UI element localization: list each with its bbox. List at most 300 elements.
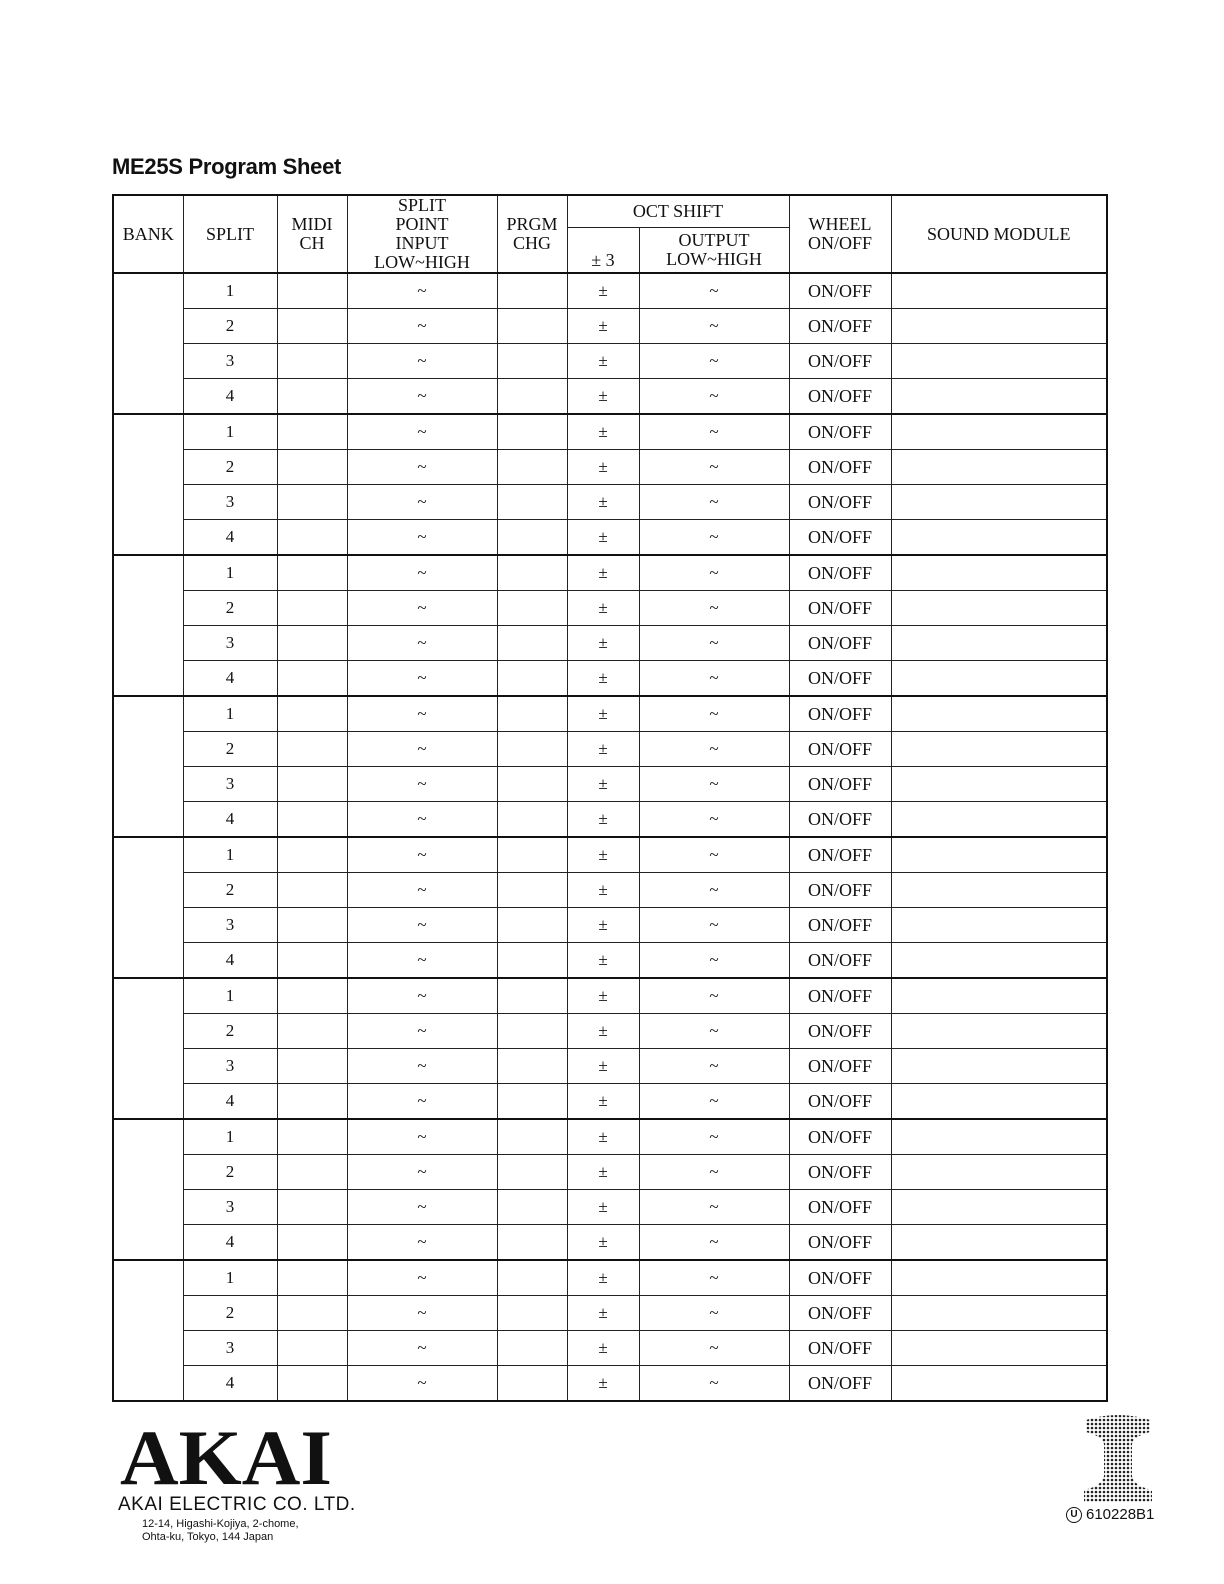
midi-ch-cell[interactable] [277, 626, 347, 661]
oct-shift-cell[interactable]: ± [567, 802, 639, 838]
output-range-cell[interactable]: ~ [639, 591, 789, 626]
wheel-onoff-cell[interactable]: ON/OFF [789, 732, 891, 767]
split-point-cell[interactable]: ~ [347, 802, 497, 838]
midi-ch-cell[interactable] [277, 908, 347, 943]
midi-ch-cell[interactable] [277, 732, 347, 767]
sound-module-cell[interactable] [891, 732, 1107, 767]
split-point-cell[interactable]: ~ [347, 344, 497, 379]
prgm-chg-cell[interactable] [497, 1260, 567, 1296]
sound-module-cell[interactable] [891, 450, 1107, 485]
split-point-cell[interactable]: ~ [347, 1296, 497, 1331]
ul-mark-icon: U [1066, 1507, 1082, 1523]
bank-cell[interactable] [113, 1260, 183, 1401]
split-point-cell[interactable]: ~ [347, 978, 497, 1014]
split-point-cell[interactable]: ~ [347, 1049, 497, 1084]
part-code-number: 610228B1 [1086, 1506, 1155, 1523]
prgm-chg-cell[interactable] [497, 450, 567, 485]
split-point-cell[interactable]: ~ [347, 767, 497, 802]
midi-ch-cell[interactable] [277, 767, 347, 802]
split-point-cell[interactable]: ~ [347, 1119, 497, 1155]
akai-logo [118, 1420, 334, 1500]
output-range-cell[interactable]: ~ [639, 1049, 789, 1084]
prgm-chg-cell[interactable] [497, 1014, 567, 1049]
oct-shift-cell[interactable]: ± [567, 1084, 639, 1120]
midi-ch-cell[interactable] [277, 485, 347, 520]
midi-ch-cell[interactable] [277, 696, 347, 732]
bank-cell[interactable] [113, 1119, 183, 1260]
oct-shift-cell[interactable]: ± [567, 908, 639, 943]
oct-shift-cell[interactable]: ± [567, 1331, 639, 1366]
split-number: 1 [183, 978, 277, 1014]
wheel-onoff-cell[interactable]: ON/OFF [789, 837, 891, 873]
wheel-onoff-cell[interactable]: ON/OFF [789, 978, 891, 1014]
wheel-onoff-cell[interactable]: ON/OFF [789, 873, 891, 908]
output-range-cell[interactable]: ~ [639, 520, 789, 556]
oct-shift-cell[interactable]: ± [567, 1014, 639, 1049]
output-range-cell[interactable]: ~ [639, 802, 789, 838]
split-point-cell[interactable]: ~ [347, 837, 497, 873]
table-row [113, 414, 1107, 450]
midi-ch-cell[interactable] [277, 414, 347, 450]
prgm-chg-cell[interactable] [497, 273, 567, 309]
table-row [113, 732, 1107, 767]
wheel-onoff-cell[interactable]: ON/OFF [789, 1260, 891, 1296]
midi-ch-cell[interactable] [277, 978, 347, 1014]
header-split: SPLIT [183, 195, 277, 273]
split-point-cell[interactable]: ~ [347, 1190, 497, 1225]
output-range-cell[interactable]: ~ [639, 485, 789, 520]
prgm-chg-cell[interactable] [497, 978, 567, 1014]
wheel-onoff-cell[interactable]: ON/OFF [789, 555, 891, 591]
sound-module-cell[interactable] [891, 661, 1107, 697]
program-table [112, 194, 1108, 1402]
sound-module-cell[interactable] [891, 943, 1107, 979]
table-row [113, 1260, 1107, 1296]
split-point-cell[interactable]: ~ [347, 591, 497, 626]
table-row [113, 1225, 1107, 1261]
wheel-onoff-cell[interactable]: ON/OFF [789, 485, 891, 520]
sound-module-cell[interactable] [891, 1049, 1107, 1084]
split-point-cell[interactable]: ~ [347, 379, 497, 415]
table-row [113, 978, 1107, 1014]
split-number: 4 [183, 1225, 277, 1261]
sound-module-cell[interactable] [891, 379, 1107, 415]
split-point-cell[interactable]: ~ [347, 943, 497, 979]
oct-shift-cell[interactable]: ± [567, 450, 639, 485]
split-point-cell[interactable]: ~ [347, 1084, 497, 1120]
oct-shift-cell[interactable]: ± [567, 943, 639, 979]
prgm-chg-cell[interactable] [497, 802, 567, 838]
table-row [113, 696, 1107, 732]
split-point-cell[interactable]: ~ [347, 661, 497, 697]
wheel-onoff-cell[interactable]: ON/OFF [789, 344, 891, 379]
output-range-cell[interactable]: ~ [639, 978, 789, 1014]
split-point-cell[interactable]: ~ [347, 485, 497, 520]
midi-ch-cell[interactable] [277, 1225, 347, 1261]
oct-shift-cell[interactable]: ± [567, 732, 639, 767]
split-point-cell[interactable]: ~ [347, 273, 497, 309]
prgm-chg-cell[interactable] [497, 661, 567, 697]
output-range-cell[interactable]: ~ [639, 1190, 789, 1225]
output-range-cell[interactable]: ~ [639, 1366, 789, 1402]
sound-module-cell[interactable] [891, 802, 1107, 838]
sound-module-cell[interactable] [891, 978, 1107, 1014]
header-oct-shift-pm: ± 3 [567, 227, 639, 273]
prgm-chg-cell[interactable] [497, 1225, 567, 1261]
wheel-onoff-cell[interactable]: ON/OFF [789, 1190, 891, 1225]
prgm-chg-cell[interactable] [497, 379, 567, 415]
split-number: 2 [183, 1014, 277, 1049]
sound-module-cell[interactable] [891, 414, 1107, 450]
oct-shift-cell[interactable]: ± [567, 555, 639, 591]
output-range-cell[interactable]: ~ [639, 837, 789, 873]
midi-ch-cell[interactable] [277, 1084, 347, 1120]
prgm-chg-cell[interactable] [497, 1296, 567, 1331]
prgm-chg-cell[interactable] [497, 908, 567, 943]
split-number: 2 [183, 450, 277, 485]
program-body [113, 273, 1107, 1401]
sheet-title: ME25S Program Sheet [112, 154, 342, 179]
output-range-cell[interactable]: ~ [639, 696, 789, 732]
split-number: 1 [183, 696, 277, 732]
prgm-chg-cell[interactable] [497, 1084, 567, 1120]
prgm-chg-cell[interactable] [497, 626, 567, 661]
header-output: OUTPUT LOW~HIGH [639, 227, 789, 273]
midi-ch-cell[interactable] [277, 1014, 347, 1049]
split-number: 2 [183, 591, 277, 626]
prgm-chg-cell[interactable] [497, 837, 567, 873]
oct-shift-cell[interactable]: ± [567, 1260, 639, 1296]
split-number: 1 [183, 414, 277, 450]
sound-module-cell[interactable] [891, 1014, 1107, 1049]
oct-shift-cell[interactable]: ± [567, 1225, 639, 1261]
oct-shift-cell[interactable]: ± [567, 591, 639, 626]
sound-module-cell[interactable] [891, 273, 1107, 309]
midi-ch-cell[interactable] [277, 802, 347, 838]
split-number: 1 [183, 555, 277, 591]
midi-ch-cell[interactable] [277, 344, 347, 379]
sound-module-cell[interactable] [891, 1260, 1107, 1296]
midi-ch-cell[interactable] [277, 661, 347, 697]
output-range-cell[interactable]: ~ [639, 873, 789, 908]
prgm-chg-cell[interactable] [497, 873, 567, 908]
prgm-chg-cell[interactable] [497, 1190, 567, 1225]
split-point-cell[interactable]: ~ [347, 696, 497, 732]
sound-module-cell[interactable] [891, 1296, 1107, 1331]
sound-module-cell[interactable] [891, 1331, 1107, 1366]
oct-shift-cell[interactable]: ± [567, 978, 639, 1014]
sound-module-cell[interactable] [891, 344, 1107, 379]
output-range-cell[interactable]: ~ [639, 661, 789, 697]
split-point-cell[interactable]: ~ [347, 873, 497, 908]
output-range-cell[interactable]: ~ [639, 414, 789, 450]
oct-shift-cell[interactable]: ± [567, 1049, 639, 1084]
output-range-cell[interactable]: ~ [639, 273, 789, 309]
split-number: 4 [183, 1366, 277, 1402]
sound-module-cell[interactable] [891, 555, 1107, 591]
wheel-onoff-cell[interactable]: ON/OFF [789, 696, 891, 732]
output-range-cell[interactable]: ~ [639, 1225, 789, 1261]
oct-shift-cell[interactable]: ± [567, 414, 639, 450]
wheel-onoff-cell[interactable]: ON/OFF [789, 309, 891, 344]
table-row [113, 661, 1107, 697]
wheel-onoff-cell[interactable]: ON/OFF [789, 661, 891, 697]
table-row [113, 802, 1107, 838]
header-wheel: WHEEL ON/OFF [789, 195, 891, 273]
wheel-onoff-cell[interactable]: ON/OFF [789, 802, 891, 838]
oct-shift-cell[interactable]: ± [567, 1155, 639, 1190]
sound-module-cell[interactable] [891, 1225, 1107, 1261]
header-midi-ch: MIDI CH [277, 195, 347, 273]
split-number: 1 [183, 1260, 277, 1296]
midi-ch-cell[interactable] [277, 1119, 347, 1155]
midi-ch-cell[interactable] [277, 591, 347, 626]
split-number: 4 [183, 661, 277, 697]
prgm-chg-cell[interactable] [497, 1366, 567, 1402]
wheel-onoff-cell[interactable]: ON/OFF [789, 1225, 891, 1261]
sound-module-cell[interactable] [891, 626, 1107, 661]
bank-cell[interactable] [113, 414, 183, 555]
prgm-chg-cell[interactable] [497, 485, 567, 520]
split-number: 4 [183, 520, 277, 556]
midi-ch-cell[interactable] [277, 309, 347, 344]
table-row [113, 1155, 1107, 1190]
output-range-cell[interactable]: ~ [639, 309, 789, 344]
prgm-chg-cell[interactable] [497, 696, 567, 732]
table-row [113, 1049, 1107, 1084]
oct-shift-cell[interactable]: ± [567, 485, 639, 520]
wheel-onoff-cell[interactable]: ON/OFF [789, 626, 891, 661]
oct-shift-cell[interactable]: ± [567, 379, 639, 415]
wheel-onoff-cell[interactable]: ON/OFF [789, 1296, 891, 1331]
wheel-onoff-cell[interactable]: ON/OFF [789, 908, 891, 943]
table-row [113, 309, 1107, 344]
oct-shift-cell[interactable]: ± [567, 1119, 639, 1155]
midi-ch-cell[interactable] [277, 1366, 347, 1402]
output-range-cell[interactable]: ~ [639, 943, 789, 979]
prgm-chg-cell[interactable] [497, 1119, 567, 1155]
midi-ch-cell[interactable] [277, 273, 347, 309]
prgm-chg-cell[interactable] [497, 767, 567, 802]
split-point-cell[interactable]: ~ [347, 414, 497, 450]
oct-shift-cell[interactable]: ± [567, 696, 639, 732]
sound-module-cell[interactable] [891, 696, 1107, 732]
table-row [113, 379, 1107, 415]
midi-ch-cell[interactable] [277, 1331, 347, 1366]
table-row [113, 1190, 1107, 1225]
wheel-onoff-cell[interactable]: ON/OFF [789, 1155, 891, 1190]
output-range-cell[interactable]: ~ [639, 1084, 789, 1120]
oct-shift-cell[interactable]: ± [567, 1296, 639, 1331]
bank-cell[interactable] [113, 978, 183, 1119]
split-point-cell[interactable]: ~ [347, 626, 497, 661]
split-point-cell[interactable]: ~ [347, 732, 497, 767]
wheel-onoff-cell[interactable]: ON/OFF [789, 1049, 891, 1084]
bank-cell[interactable] [113, 696, 183, 837]
split-number: 3 [183, 344, 277, 379]
prgm-chg-cell[interactable] [497, 591, 567, 626]
split-number: 1 [183, 837, 277, 873]
sound-module-cell[interactable] [891, 309, 1107, 344]
split-number: 3 [183, 1049, 277, 1084]
wheel-onoff-cell[interactable]: ON/OFF [789, 414, 891, 450]
header-oct-shift: OCT SHIFT [567, 195, 789, 227]
wheel-onoff-cell[interactable]: ON/OFF [789, 767, 891, 802]
sound-module-cell[interactable] [891, 1366, 1107, 1402]
split-point-cell[interactable]: ~ [347, 309, 497, 344]
wheel-onoff-cell[interactable]: ON/OFF [789, 520, 891, 556]
oct-shift-cell[interactable]: ± [567, 1366, 639, 1402]
output-range-cell[interactable]: ~ [639, 908, 789, 943]
sound-module-cell[interactable] [891, 908, 1107, 943]
split-number: 4 [183, 943, 277, 979]
table-row [113, 873, 1107, 908]
output-range-cell[interactable]: ~ [639, 732, 789, 767]
table-row [113, 1331, 1107, 1366]
svg-text:AKAI: AKAI [120, 1420, 332, 1500]
company-name: AKAI ELECTRIC CO. LTD. [118, 1494, 356, 1515]
prgm-chg-cell[interactable] [497, 1155, 567, 1190]
split-point-cell[interactable]: ~ [347, 1260, 497, 1296]
midi-ch-cell[interactable] [277, 1049, 347, 1084]
midi-ch-cell[interactable] [277, 943, 347, 979]
oct-shift-cell[interactable]: ± [567, 309, 639, 344]
split-point-cell[interactable]: ~ [347, 1331, 497, 1366]
output-range-cell[interactable]: ~ [639, 1155, 789, 1190]
midi-ch-cell[interactable] [277, 1190, 347, 1225]
split-number: 1 [183, 273, 277, 309]
midi-ch-cell[interactable] [277, 873, 347, 908]
wheel-onoff-cell[interactable]: ON/OFF [789, 1331, 891, 1366]
wheel-onoff-cell[interactable]: ON/OFF [789, 450, 891, 485]
sound-module-cell[interactable] [891, 837, 1107, 873]
sound-module-cell[interactable] [891, 1084, 1107, 1120]
split-number: 3 [183, 1190, 277, 1225]
midi-ch-cell[interactable] [277, 450, 347, 485]
sound-module-cell[interactable] [891, 1119, 1107, 1155]
sound-module-cell[interactable] [891, 1155, 1107, 1190]
midi-ch-cell[interactable] [277, 555, 347, 591]
split-number: 4 [183, 1084, 277, 1120]
wheel-onoff-cell[interactable]: ON/OFF [789, 943, 891, 979]
wheel-onoff-cell[interactable]: ON/OFF [789, 1119, 891, 1155]
prgm-chg-cell[interactable] [497, 344, 567, 379]
oct-shift-cell[interactable]: ± [567, 344, 639, 379]
oct-shift-cell[interactable]: ± [567, 873, 639, 908]
split-point-cell[interactable]: ~ [347, 555, 497, 591]
wheel-onoff-cell[interactable]: ON/OFF [789, 379, 891, 415]
table-row [113, 908, 1107, 943]
table-row [113, 450, 1107, 485]
sound-module-cell[interactable] [891, 1190, 1107, 1225]
bank-cell[interactable] [113, 837, 183, 978]
table-row [113, 273, 1107, 309]
header-split-point-input: SPLIT POINT INPUT LOW~HIGH [347, 195, 497, 273]
midi-ch-cell[interactable] [277, 1260, 347, 1296]
split-number: 3 [183, 485, 277, 520]
sound-module-cell[interactable] [891, 767, 1107, 802]
prgm-chg-cell[interactable] [497, 1331, 567, 1366]
output-range-cell[interactable]: ~ [639, 1014, 789, 1049]
oct-shift-cell[interactable]: ± [567, 273, 639, 309]
wheel-onoff-cell[interactable]: ON/OFF [789, 591, 891, 626]
midi-ch-cell[interactable] [277, 520, 347, 556]
split-point-cell[interactable]: ~ [347, 908, 497, 943]
prgm-chg-cell[interactable] [497, 555, 567, 591]
split-number: 2 [183, 309, 277, 344]
table-row [113, 1296, 1107, 1331]
wheel-onoff-cell[interactable]: ON/OFF [789, 1084, 891, 1120]
prgm-chg-cell[interactable] [497, 309, 567, 344]
oct-shift-cell[interactable]: ± [567, 661, 639, 697]
prgm-chg-cell[interactable] [497, 943, 567, 979]
split-point-cell[interactable]: ~ [347, 450, 497, 485]
table-row [113, 837, 1107, 873]
table-row [113, 1366, 1107, 1402]
output-range-cell[interactable]: ~ [639, 344, 789, 379]
oct-shift-cell[interactable]: ± [567, 767, 639, 802]
oct-shift-cell[interactable]: ± [567, 520, 639, 556]
prgm-chg-cell[interactable] [497, 1049, 567, 1084]
sound-module-cell[interactable] [891, 520, 1107, 556]
output-range-cell[interactable]: ~ [639, 555, 789, 591]
oct-shift-cell[interactable]: ± [567, 626, 639, 661]
sound-module-cell[interactable] [891, 485, 1107, 520]
table-row [113, 520, 1107, 556]
split-point-cell[interactable]: ~ [347, 1225, 497, 1261]
split-number: 2 [183, 732, 277, 767]
midi-ch-cell[interactable] [277, 1155, 347, 1190]
split-number: 1 [183, 1119, 277, 1155]
sound-module-cell[interactable] [891, 591, 1107, 626]
output-range-cell[interactable]: ~ [639, 379, 789, 415]
table-row [113, 943, 1107, 979]
table-row [113, 485, 1107, 520]
split-point-cell[interactable]: ~ [347, 1366, 497, 1402]
wheel-onoff-cell[interactable]: ON/OFF [789, 1014, 891, 1049]
table-row [113, 591, 1107, 626]
oct-shift-cell[interactable]: ± [567, 1190, 639, 1225]
midi-ch-cell[interactable] [277, 1296, 347, 1331]
split-point-cell[interactable]: ~ [347, 1014, 497, 1049]
wheel-onoff-cell[interactable]: ON/OFF [789, 1366, 891, 1402]
sound-module-cell[interactable] [891, 873, 1107, 908]
prgm-chg-cell[interactable] [497, 414, 567, 450]
output-range-cell[interactable]: ~ [639, 626, 789, 661]
part-code [1066, 1506, 1154, 1523]
midi-ch-cell[interactable] [277, 837, 347, 873]
output-range-cell[interactable]: ~ [639, 1296, 789, 1331]
wheel-onoff-cell[interactable]: ON/OFF [789, 273, 891, 309]
bank-cell[interactable] [113, 273, 183, 414]
printer-mark-icon [1078, 1414, 1158, 1504]
split-point-cell[interactable]: ~ [347, 1155, 497, 1190]
output-range-cell[interactable]: ~ [639, 1331, 789, 1366]
split-number: 2 [183, 1296, 277, 1331]
bank-cell[interactable] [113, 555, 183, 696]
output-range-cell[interactable]: ~ [639, 767, 789, 802]
output-range-cell[interactable]: ~ [639, 450, 789, 485]
table-row [113, 555, 1107, 591]
output-range-cell[interactable]: ~ [639, 1260, 789, 1296]
prgm-chg-cell[interactable] [497, 732, 567, 767]
prgm-chg-cell[interactable] [497, 520, 567, 556]
split-point-cell[interactable]: ~ [347, 520, 497, 556]
midi-ch-cell[interactable] [277, 379, 347, 415]
table-row [113, 626, 1107, 661]
output-range-cell[interactable]: ~ [639, 1119, 789, 1155]
oct-shift-cell[interactable]: ± [567, 837, 639, 873]
